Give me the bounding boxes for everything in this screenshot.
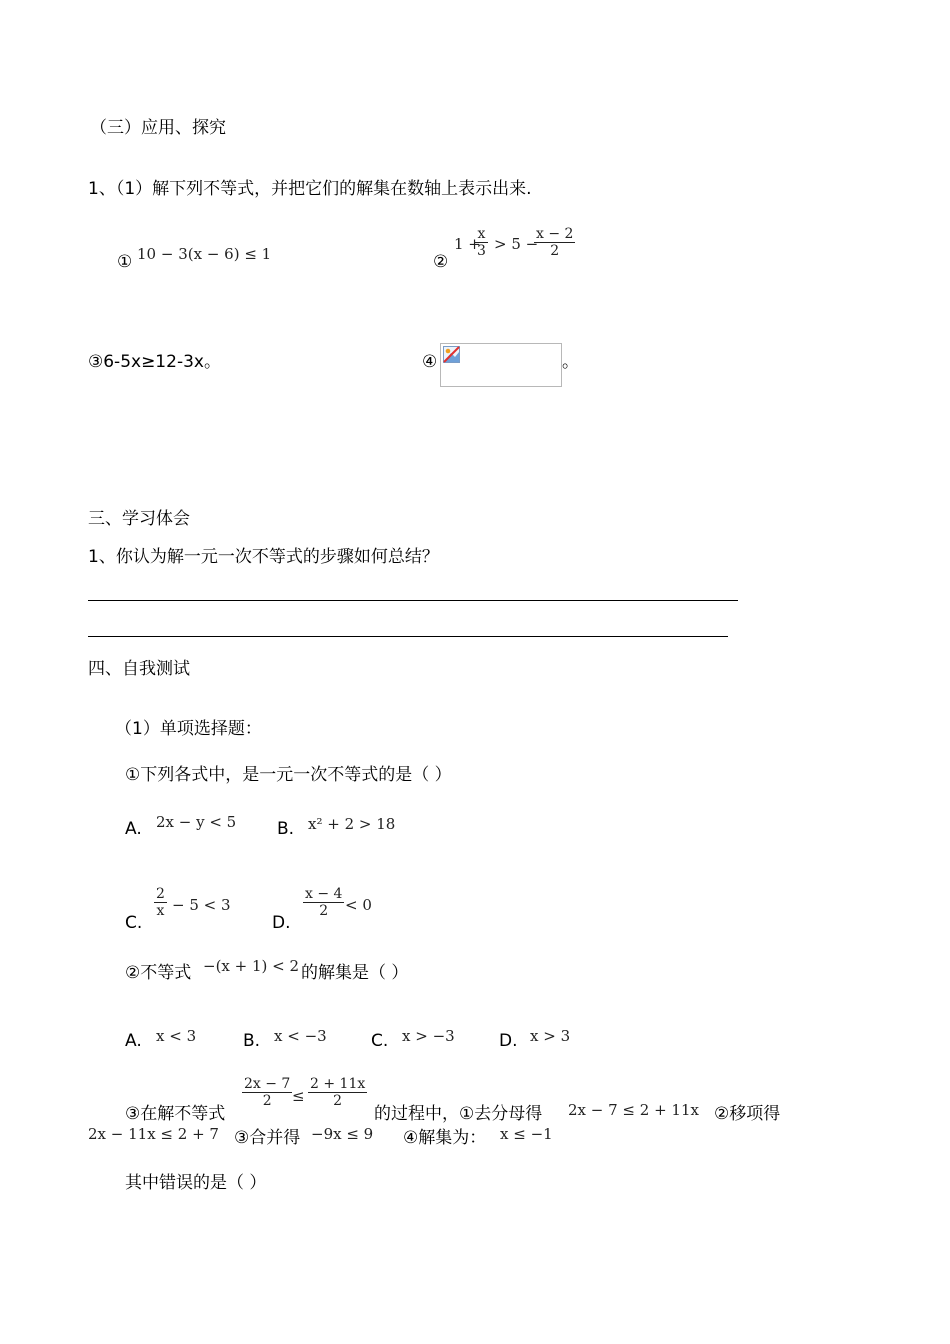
problem-2-marker: ② [433,252,449,272]
fraction-denominator: 2 [262,1093,272,1109]
fraction-denominator: x [156,903,165,919]
mc3-stem-solution: ④解集为： [403,1128,487,1148]
mc1-stem: ①下列各式中，是一元一次不等式的是（ ） [125,765,452,785]
problem-2-fraction-2 [534,226,575,259]
mc3-step-4: x ≤ −1 [500,1125,553,1143]
problem-2-fraction-1 [475,226,488,259]
mc1-option-d-rest: < 0 [345,896,372,914]
mc3-question: 其中错误的是（ ） [125,1173,267,1193]
fraction-denominator: 2 [550,243,560,259]
mc1-option-d-label: D. [272,913,291,933]
fraction-numerator: x − 4 [305,886,343,902]
mc2-option-d-expression: x > 3 [530,1027,571,1045]
fraction-numerator: x [475,226,488,243]
mc1-option-b-expression: x² + 2 > 18 [308,815,396,833]
mc3-fraction-left [242,1076,292,1109]
mc2-option-c-expression: x > −3 [402,1027,455,1045]
problem-1-expression: 10 − 3(x − 6) ≤ 1 [137,245,272,263]
mc2-stem-end: 的解集是（ ） [301,963,409,983]
mc2-option-c-label: C. [371,1031,389,1051]
mc2-stem-start: ②不等式 [125,963,192,983]
fraction-numerator: 2x − 7 [244,1076,291,1092]
learning-question-1: 1、你认为解一元一次不等式的步骤如何总结？ [88,547,439,567]
mc2-option-b-expression: x < −3 [274,1027,327,1045]
problem-1-marker: ① [117,252,133,272]
answer-line-1[interactable] [88,600,738,601]
problem-2-lead: 1 + [454,235,481,253]
mc1-option-a-expression: 2x − y < 5 [156,813,237,831]
fraction-denominator: 3 [477,243,486,259]
problem-4-end: 。 [562,352,579,372]
mc1-option-b-label: B. [277,819,295,839]
mc1-option-c-fraction [154,886,167,919]
fraction-denominator: 2 [333,1093,343,1109]
broken-image-icon [443,346,460,363]
mc2-option-a-label: A. [125,1031,142,1051]
mc3-fraction-right [308,1076,367,1109]
fraction-denominator: 2 [319,903,329,919]
mc2-option-a-expression: x < 3 [156,1027,197,1045]
broken-image-placeholder [440,343,562,387]
mc1-option-c-rest: − 5 < 3 [172,896,231,914]
mc3-stem-start: ③在解不等式 [125,1104,226,1124]
mc2-option-d-label: D. [499,1031,518,1051]
answer-line-2[interactable] [88,636,728,637]
fraction-numerator: 2 [156,886,165,902]
mc3-stem-middle: 的过程中，①去分母得 [374,1104,543,1124]
mc1-option-c-label: C. [125,913,143,933]
mc3-step-3: −9x ≤ 9 [311,1125,374,1143]
problem-3: ③6-5x≥12-3x。 [88,352,221,372]
question-1-intro: 1、（1）解下列不等式，并把它们的解集在数轴上表示出来. [88,179,532,199]
mc3-step-2: 2x − 11x ≤ 2 + 7 [88,1125,219,1143]
section-heading-self-test: 四、自我测试 [88,659,190,679]
mc3-relation: ≤ [292,1087,305,1105]
mc3-step-1: 2x − 7 ≤ 2 + 11x [568,1101,699,1119]
mc3-stem-move: ②移项得 [714,1104,781,1124]
fraction-numerator: x − 2 [536,226,574,242]
section-heading-learning: 三、学习体会 [88,509,190,529]
section-heading-apply: （三）应用、探究 [90,118,226,138]
multiple-choice-title: （1）单项选择题： [115,719,262,739]
mc1-option-d-fraction [303,886,344,919]
mc2-option-b-label: B. [243,1031,261,1051]
mc2-expression: −(x + 1) < 2 [203,957,300,975]
fraction-numerator: 2 + 11x [310,1076,366,1092]
problem-4-marker: ④ [422,352,438,372]
problem-2-mid: > 5 − [494,235,539,253]
mc3-stem-combine: ③合并得 [234,1128,301,1148]
mc1-option-a-label: A. [125,819,142,839]
